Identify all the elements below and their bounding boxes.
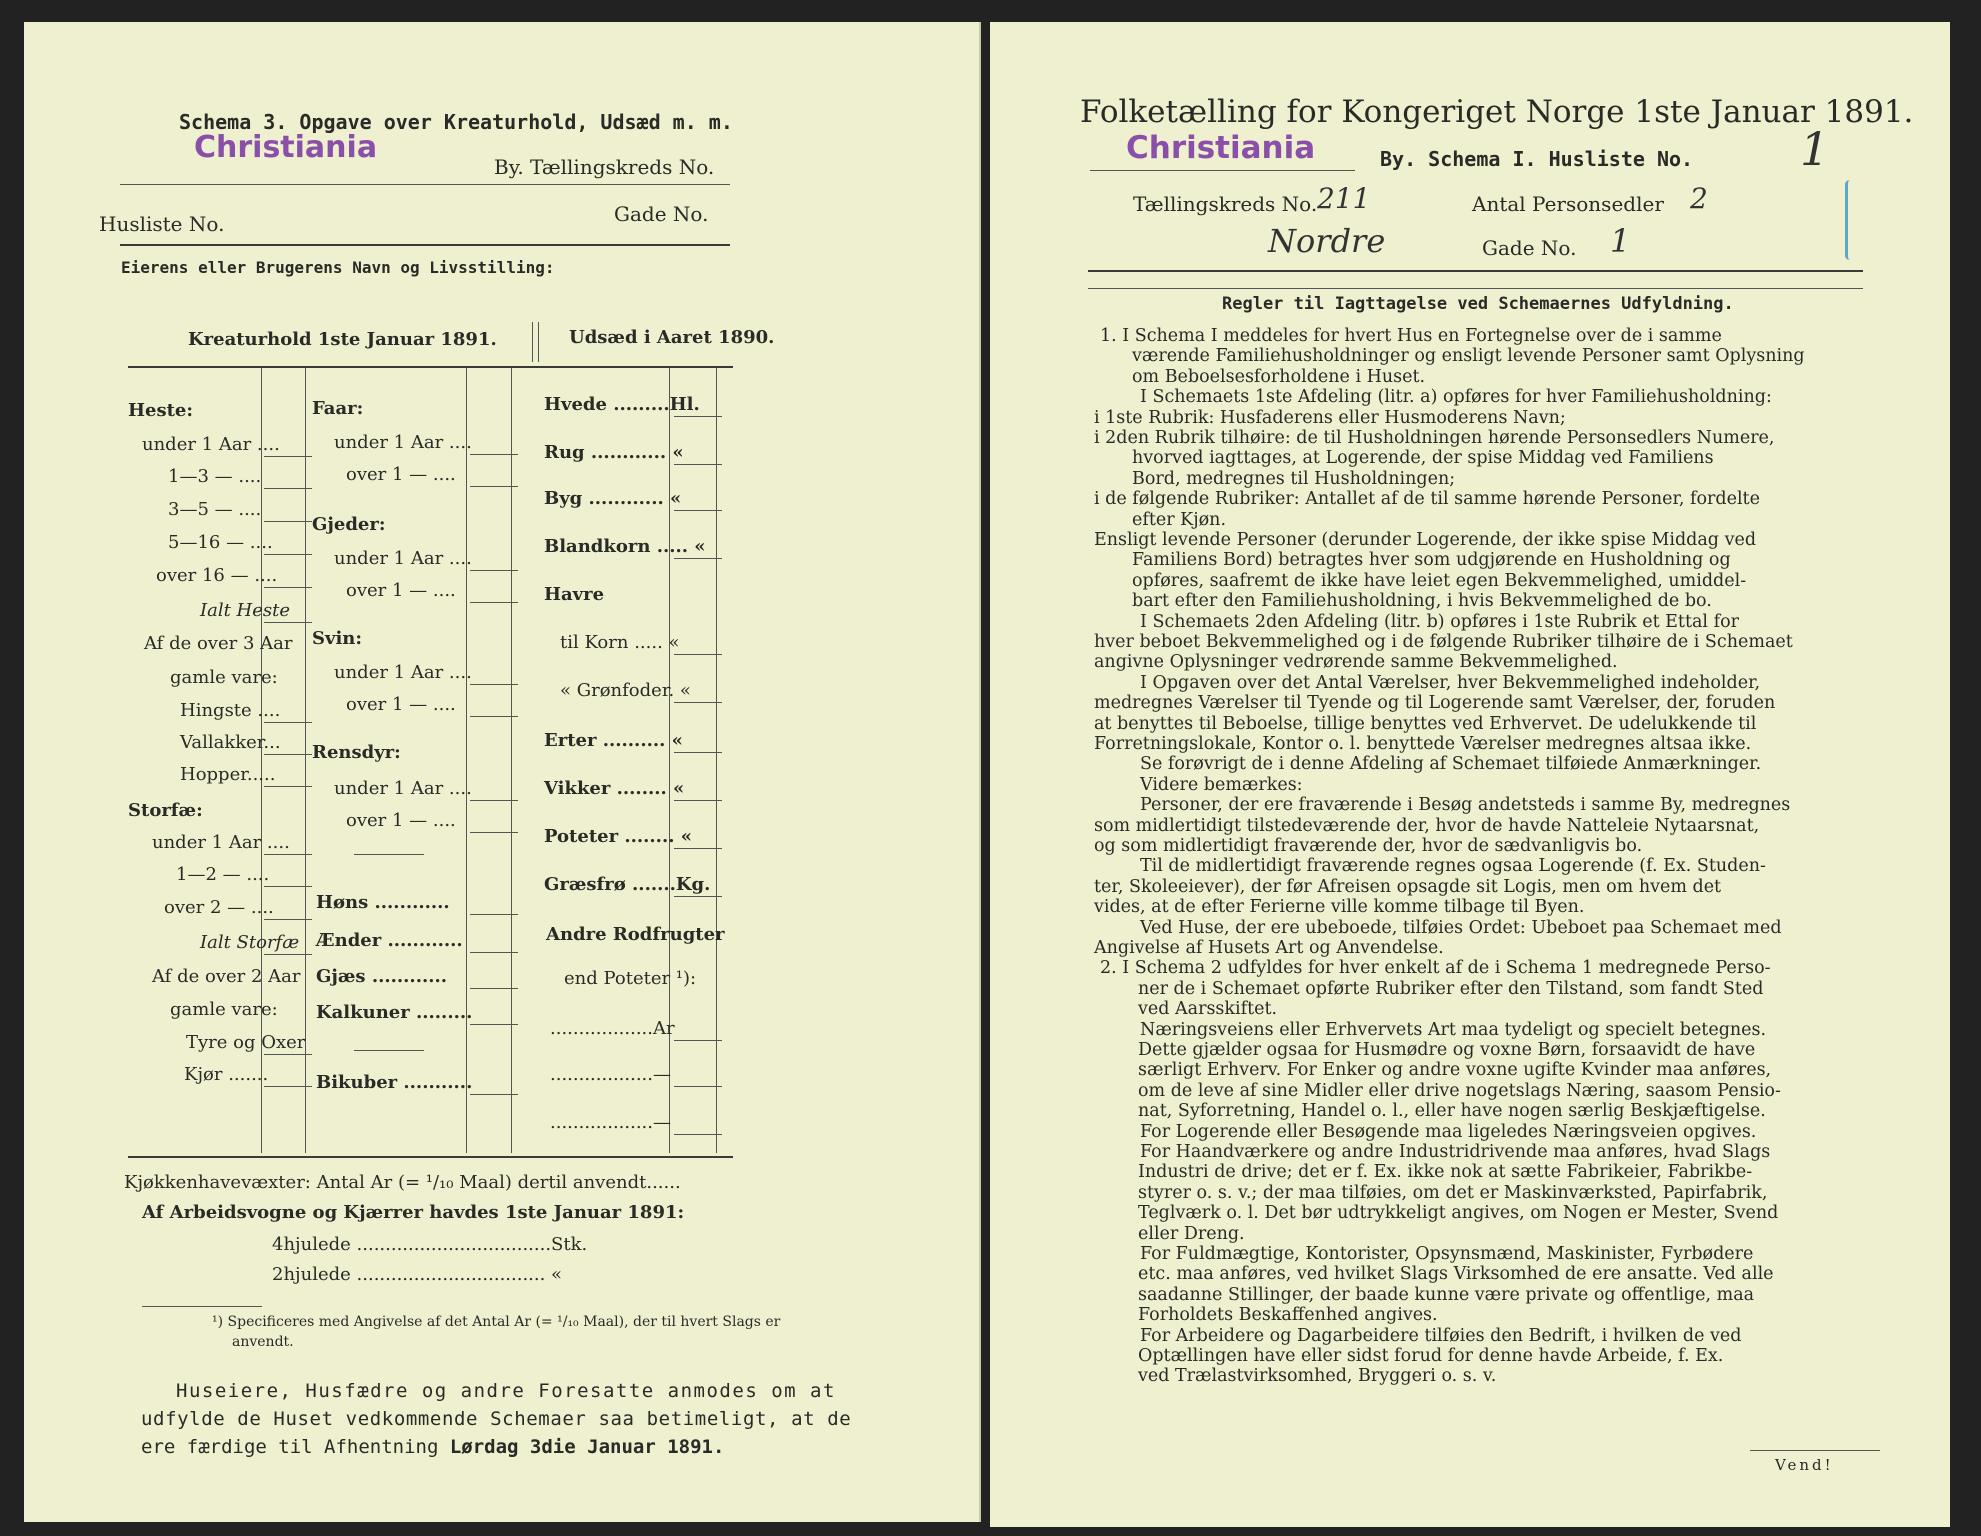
blank-entry-line[interactable] (674, 416, 722, 417)
rule-text-line: værende Familiehusholdninger og ensligt levende Personer samt Oplysning (1132, 346, 1805, 367)
kjokkenhave-line: Kjøkkenhavevæxter: Antal Ar (= ¹/₁₀ Maal) dertil anvendt...... (124, 1172, 681, 1193)
rule-text-line: For Logerende eller Besøgende maa ligeledes Næringsveien opgives. (1140, 1121, 1757, 1142)
rule-text-line: Bord, medregnes til Husholdningen; (1132, 468, 1456, 489)
rule-text-line: som midlertidigt tilstedeværende der, hvor de havde Natteleie Nytaarsnat, (1094, 815, 1760, 836)
tohjulede-line: 2hjulede ................................. « (272, 1264, 563, 1285)
rule-text-line: Dette gjælder ogsaa for Husmødre og voxne Børn, forsaavidt de have (1138, 1040, 1756, 1060)
rule-text-line: i 2den Rubrik tilhøire: de til Husholdningen hørende Personsedlers Numere, (1094, 428, 1775, 448)
right-page (990, 22, 1950, 1527)
rule-text-line: om de leve af sine Midler eller drive nogetslags Næring, saasom Pensio- (1138, 1080, 1781, 1101)
gade-number: 1 (1610, 222, 1631, 260)
blank-entry-line[interactable] (470, 952, 518, 953)
blank-entry-line[interactable] (470, 454, 518, 455)
vend-label: Vend! (1775, 1456, 1834, 1474)
blank-entry-line[interactable] (264, 1086, 312, 1087)
blank-entry-line[interactable] (674, 510, 722, 511)
rule-text-line: i de følgende Rubriker: Antallet af de til samme hørende Personer, fordelte (1094, 489, 1760, 510)
blank-entry-line[interactable] (264, 754, 312, 755)
rules-title: Regler til Iagttagelse ved Schemaernes Udfyldning. (1222, 294, 1734, 314)
rule-text-line: I Opgaven over det Antal Værelser, hver Bekvemmelighed indeholder, (1140, 672, 1761, 693)
col-divider (716, 368, 717, 1153)
kreaturhold-row: 5—16 — .... (168, 532, 273, 553)
rule-text-line: hver beboet Bekvemmelighed og i de følgende Rubriker tilhøire de i Schemaet (1094, 632, 1793, 652)
rule-text-line: Forholdets Beskaffenhed angives. (1138, 1305, 1438, 1326)
rule-text-line: I Schemaets 2den Afdeling (litr. b) opføres i 1ste Rubrik et Ettal for (1140, 611, 1739, 632)
kreaturhold-row: Af de over 2 Aar (152, 966, 301, 987)
personsedler-label: Antal Personsedler (1472, 192, 1664, 216)
rule-text-line: i 1ste Rubrik: Husfaderens eller Husmoderens Navn; (1094, 407, 1566, 428)
rule-text-line: eller Dreng. (1138, 1223, 1245, 1244)
closing-line-2: udfylde de Huset vedkommende Schemaer saa betimeligt, at de (141, 1408, 852, 1430)
rule-text-line: særligt Erhverv. For Enker og andre voxne ugifte Kvinder maa anføres, (1138, 1060, 1772, 1081)
rule-text-line: Optællingen have eller sidst forud for denne havde Arbeide, f. Ex. (1138, 1346, 1724, 1366)
by-schema-label: By. Schema I. Husliste No. (1380, 147, 1694, 171)
rule-text-line: efter Kjøn. (1132, 509, 1227, 530)
kreaturhold-row: under 1 Aar .... (334, 778, 472, 799)
rule-text-line: opføres, saafremt de ikke have leiet egen Bekvemmelighed, umiddel- (1132, 570, 1747, 591)
blank-entry-line[interactable] (674, 848, 722, 849)
rule-text-line: nat, Syforretning, Handel o. l., eller have nogen særlig Beskjæftigelse. (1138, 1101, 1766, 1122)
rule (354, 1050, 424, 1051)
blank-entry-line[interactable] (264, 919, 312, 920)
rule (1088, 288, 1863, 289)
blank-entry-line[interactable] (674, 1134, 722, 1135)
blank-entry-line[interactable] (470, 1094, 518, 1095)
rule-text-line: ner de i Schemaet opførte Rubriker efter den Tilstand, som fandt Sted (1138, 978, 1764, 999)
rule-text-line: Se forøvrigt de i denne Afdeling af Schemaet tilføiede Anmærkninger. (1140, 754, 1762, 775)
udsaed-row: Poteter ........ « (544, 826, 692, 847)
rule-text-line: For Arbeidere og Dagarbeidere tilføies den Bedrift, i hvilken de ved (1140, 1325, 1742, 1346)
blank-entry-line[interactable] (264, 954, 312, 955)
udsaed-row: ..................— (550, 1064, 671, 1085)
rule (1750, 1450, 1880, 1451)
rule-text-line: Ensligt levende Personer (derunder Logerende, der ikke spise Middag ved (1094, 530, 1757, 550)
rule-text-line: Angivelse af Husets Art og Anvendelse. (1094, 938, 1444, 958)
udsaed-header: Udsæd i Aaret 1890. (569, 327, 775, 348)
owner-label: Eierens eller Brugerens Navn og Livsstilling: (121, 258, 555, 277)
blank-entry-line[interactable] (470, 486, 518, 487)
arbeidsvogne-line: Af Arbeidsvogne og Kjærrer havdes 1ste Januar 1891: (142, 1202, 685, 1223)
divider (532, 322, 533, 362)
rule-text-line: om Beboelsesforholdene i Huset. (1132, 366, 1426, 387)
blank-entry-line[interactable] (470, 800, 518, 801)
kreaturhold-row: Svin: (312, 628, 363, 649)
blank-entry-line[interactable] (470, 570, 518, 571)
udsaed-row: ..................Ar (550, 1018, 675, 1039)
rule-text-line: hvorved iagttages, at Logerende, der spise Middag ved Familiens (1132, 448, 1714, 469)
kreaturhold-row: over 2 — .... (164, 897, 274, 918)
rule-text-line: styrer o. s. v.; der maa tilføies, om det er Maskinværksted, Papirfabrik, (1138, 1182, 1768, 1203)
kreaturhold-row: Tyre og Oxer (186, 1032, 306, 1053)
rule (1090, 170, 1355, 171)
rule-text-line: angivne Oplysninger vedrørende samme Bekvemmelighed. (1094, 652, 1618, 673)
kreaturhold-row: Rensdyr: (312, 742, 401, 763)
rule-text-line: at benyttes til Beboelse, tillige benyttes ved Erhvervet. De udelukkende til (1094, 713, 1757, 734)
rule-text-line: ved Aarsskiftet. (1138, 999, 1278, 1020)
blank-entry-line[interactable] (470, 832, 518, 833)
closing-line-3 (141, 1436, 724, 1458)
rule-text-line: For Haandværkere og andre Industridrivende maa anføres, hvad Slags (1140, 1142, 1771, 1162)
blank-entry-line[interactable] (264, 554, 312, 555)
gade-label-right: Gade No. (1482, 236, 1577, 260)
kreaturhold-row: under 1 Aar .... (334, 548, 472, 569)
blank-entry-line[interactable] (674, 558, 722, 559)
census-title: Folketælling for Kongeriget Norge 1ste Januar 1891. (1080, 94, 1914, 130)
blank-entry-line[interactable] (264, 587, 312, 588)
rule-text-line: Næringsveiens eller Erhvervets Art maa tydeligt og specielt betegnes. (1140, 1019, 1767, 1040)
blank-entry-line[interactable] (264, 886, 312, 887)
blank-entry-line[interactable] (470, 684, 518, 685)
udsaed-row: Havre (544, 584, 605, 605)
udsaed-row: Græsfrø .......Kg. (544, 874, 711, 895)
rule-text-line: vides, at de efter Ferierne ville komme tilbage til Byen. (1094, 897, 1585, 918)
kreaturhold-row: under 1 Aar .... (334, 662, 472, 683)
kreaturhold-header: Kreaturhold 1ste Januar 1891. (188, 329, 497, 350)
kreaturhold-row: Hopper..... (180, 764, 276, 785)
udsaed-row: Byg ............ « (544, 488, 682, 509)
rule-text-line: Forretningslokale, Kontor o. l. benyttede Værelser medregnes altsaa ikke. (1094, 734, 1752, 754)
rule (128, 1156, 733, 1158)
udsaed-row: til Korn ..... « (560, 632, 680, 653)
kreds-label: Tællingskreds No. (1133, 192, 1318, 216)
blank-entry-line[interactable] (674, 464, 722, 465)
blank-entry-line[interactable] (264, 521, 312, 522)
udsaed-row: « Grønfoder. « (560, 680, 691, 701)
blank-entry-line[interactable] (674, 654, 722, 655)
blank-entry-line[interactable] (674, 702, 722, 703)
kreaturhold-row: under 1 Aar .... (334, 432, 472, 453)
udsaed-row: ..................— (550, 1112, 671, 1133)
blank-entry-line[interactable] (674, 896, 722, 897)
rule-text-line: Familiens Bord) betragtes hver som udgjørende en Husholdning og (1132, 550, 1731, 571)
kreaturhold-row: Vallakker... (180, 732, 281, 753)
gade-name: Nordre (1268, 222, 1386, 260)
husliste-number: 1 (1800, 122, 1830, 176)
blank-entry-line[interactable] (264, 456, 312, 457)
rule-text-line: etc. maa anføres, ved hvilket Slags Virksomhed de ere ansatte. Ved alle (1138, 1264, 1774, 1285)
blank-entry-line[interactable] (674, 800, 722, 801)
blank-entry-line[interactable] (264, 488, 312, 489)
rule (128, 366, 733, 368)
rule-text-line: Til de midlertidigt fraværende regnes ogsaa Logerende (f. Ex. Studen- (1140, 856, 1766, 877)
rule-text-line: Ved Huse, der ere ubeboede, tilføies Ordet: Ubeboet paa Schemaet med (1140, 917, 1782, 938)
kreaturhold-row: 3—5 — .... (168, 499, 262, 520)
kreaturhold-row: over 1 — .... (346, 464, 456, 485)
rule (120, 244, 730, 246)
kreaturhold-row: over 1 — .... (346, 580, 456, 601)
closing-line-1: Huseiere, Husfædre og andre Foresatte anmodes om at (176, 1380, 836, 1402)
footnote-line-1: ¹) Specificeres med Angivelse af det Antal Ar (= ¹/₁₀ Maal), der til hvert Slags er (212, 1314, 781, 1330)
udsaed-row: Blandkorn ..... « (544, 536, 706, 557)
kreaturhold-row: Af de over 3 Aar (144, 633, 293, 654)
blank-entry-line[interactable] (470, 914, 518, 915)
rule (1088, 270, 1863, 272)
kreaturhold-row: Faar: (312, 398, 364, 419)
col-divider (466, 368, 467, 1153)
blank-entry-line[interactable] (264, 786, 312, 787)
blank-entry-line[interactable] (674, 1040, 722, 1041)
kreaturhold-row: Ialt Storfæ (200, 932, 300, 953)
blank-entry-line[interactable] (674, 752, 722, 753)
christiania-stamp-right: Christiania (1126, 130, 1316, 166)
husliste-label: Husliste No. (99, 212, 225, 236)
christiania-stamp-left: Christiania (194, 130, 378, 165)
kreaturhold-row: Bikuber ........... (316, 1072, 473, 1093)
rule-text-line: For Fuldmægtige, Kontorister, Opsynsmænd, Maskinister, Fyrbødere (1140, 1244, 1754, 1264)
blank-entry-line[interactable] (470, 602, 518, 603)
kreaturhold-row: Gjæs ............ (316, 966, 448, 987)
closing-date: Lørdag 3die Januar 1891. (449, 1436, 725, 1458)
udsaed-row: Hvede .........Hl. (544, 394, 700, 415)
blank-entry-line[interactable] (264, 1054, 312, 1055)
kreaturhold-row: over 1 — .... (346, 694, 456, 715)
blank-entry-line[interactable] (470, 1024, 518, 1025)
rule-text-line: medregnes Værelser til Tyende og til Logerende samt Værelser, der, foruden (1094, 693, 1776, 714)
rule-text-line: I Schemaets 1ste Afdeling (litr. a) opføres for hver Familiehusholdning: (1140, 387, 1772, 408)
rule (120, 184, 730, 185)
personsedler-number: 2 (1690, 182, 1708, 215)
rule-text-line: 1. I Schema I meddeles for hvert Hus en Fortegnelse over de i samme (1100, 326, 1722, 346)
rule-text-line: Videre bemærkes: (1140, 774, 1303, 795)
gade-label: Gade No. (614, 202, 709, 226)
divider (538, 322, 539, 362)
left-page (24, 22, 981, 1522)
kreaturhold-row: under 1 Aar .... (142, 434, 280, 455)
kreaturhold-row: Høns ............ (316, 892, 450, 913)
kreaturhold-row: 1—3 — .... (168, 466, 262, 487)
blank-entry-line[interactable] (264, 622, 312, 623)
rule-text-line: Personer, der ere fraværende i Besøg andetsteds i samme By, medregnes (1140, 795, 1791, 816)
kreaturhold-row: Heste: (128, 400, 194, 421)
udsaed-row: Rug ............ « (544, 442, 684, 463)
kreaturhold-row: over 16 — .... (156, 565, 278, 586)
udsaed-row: Andre Rodfrugter (546, 924, 725, 945)
blank-entry-line[interactable] (674, 1086, 722, 1087)
by-label: By. Tællingskreds No. (494, 155, 715, 179)
kreaturhold-row: 1—2 — .... (176, 864, 270, 885)
rule-text-line: Industri de drive; det er f. Ex. ikke nok at sætte Fabrikeier, Fabrikbe- (1138, 1162, 1753, 1183)
rule-text-line: Teglværk o. l. Det bør udtrykkeligt angives, om Nogen er Mester, Svend (1138, 1203, 1779, 1224)
kreaturhold-row: Ialt Heste (200, 600, 291, 621)
kreaturhold-row: Kalkuner ......... (316, 1002, 473, 1023)
kreaturhold-row: gamle vare: (170, 999, 278, 1020)
rule-text-line: og som midlertidigt fraværende der, hvor de sædvanligvis bo. (1094, 836, 1643, 856)
schema3-title: Schema 3. Opgave over Kreaturhold, Udsæd m. m. (179, 110, 733, 134)
rule-text-line: 2. I Schema 2 udfyldes for hver enkelt af de i Schema 1 medregnede Perso- (1100, 958, 1771, 979)
kreaturhold-row: Ænder ............ (316, 930, 463, 951)
kreaturhold-row: gamle vare: (170, 667, 278, 688)
udsaed-row: Vikker ........ « (544, 778, 685, 799)
rule (354, 854, 424, 855)
footnote-line-2: anvendt. (232, 1334, 294, 1350)
rule-text-line: saadanne Stillinger, der baade kunne være private og offentlige, maa (1138, 1284, 1755, 1305)
closing-line-3-text: ere færdige til Afhentning (141, 1436, 450, 1458)
rule-text-line: ter, Skoleeiever), der før Afreisen opsagde sit Logis, men om hvem det (1094, 876, 1722, 897)
kreaturhold-row: Hingste .... (180, 700, 281, 721)
kreds-number: 211 (1317, 182, 1371, 215)
blue-pencil-mark (1845, 180, 1854, 260)
blank-entry-line[interactable] (264, 722, 312, 723)
kreaturhold-row: over 1 — .... (346, 810, 456, 831)
blank-entry-line[interactable] (264, 854, 312, 855)
kreaturhold-row: Gjeder: (312, 514, 386, 535)
rule (142, 1306, 262, 1307)
blank-entry-line[interactable] (470, 988, 518, 989)
blank-entry-line[interactable] (470, 716, 518, 717)
kreaturhold-row: Kjør ....... (184, 1064, 269, 1085)
kreaturhold-row: under 1 Aar .... (152, 832, 290, 853)
firehjulede-line: 4hjulede ..................................Stk. (272, 1234, 588, 1255)
rule-text-line: ved Trælastvirksomhed, Bryggeri o. s. v. (1138, 1366, 1497, 1387)
rule-text-line: bart efter den Familiehusholdning, i hvis Bekvemmelighed de bo. (1132, 591, 1712, 612)
udsaed-row: Erter .......... « (544, 730, 683, 751)
udsaed-row: end Poteter ¹): (564, 968, 697, 989)
kreaturhold-row: Storfæ: (128, 800, 203, 821)
